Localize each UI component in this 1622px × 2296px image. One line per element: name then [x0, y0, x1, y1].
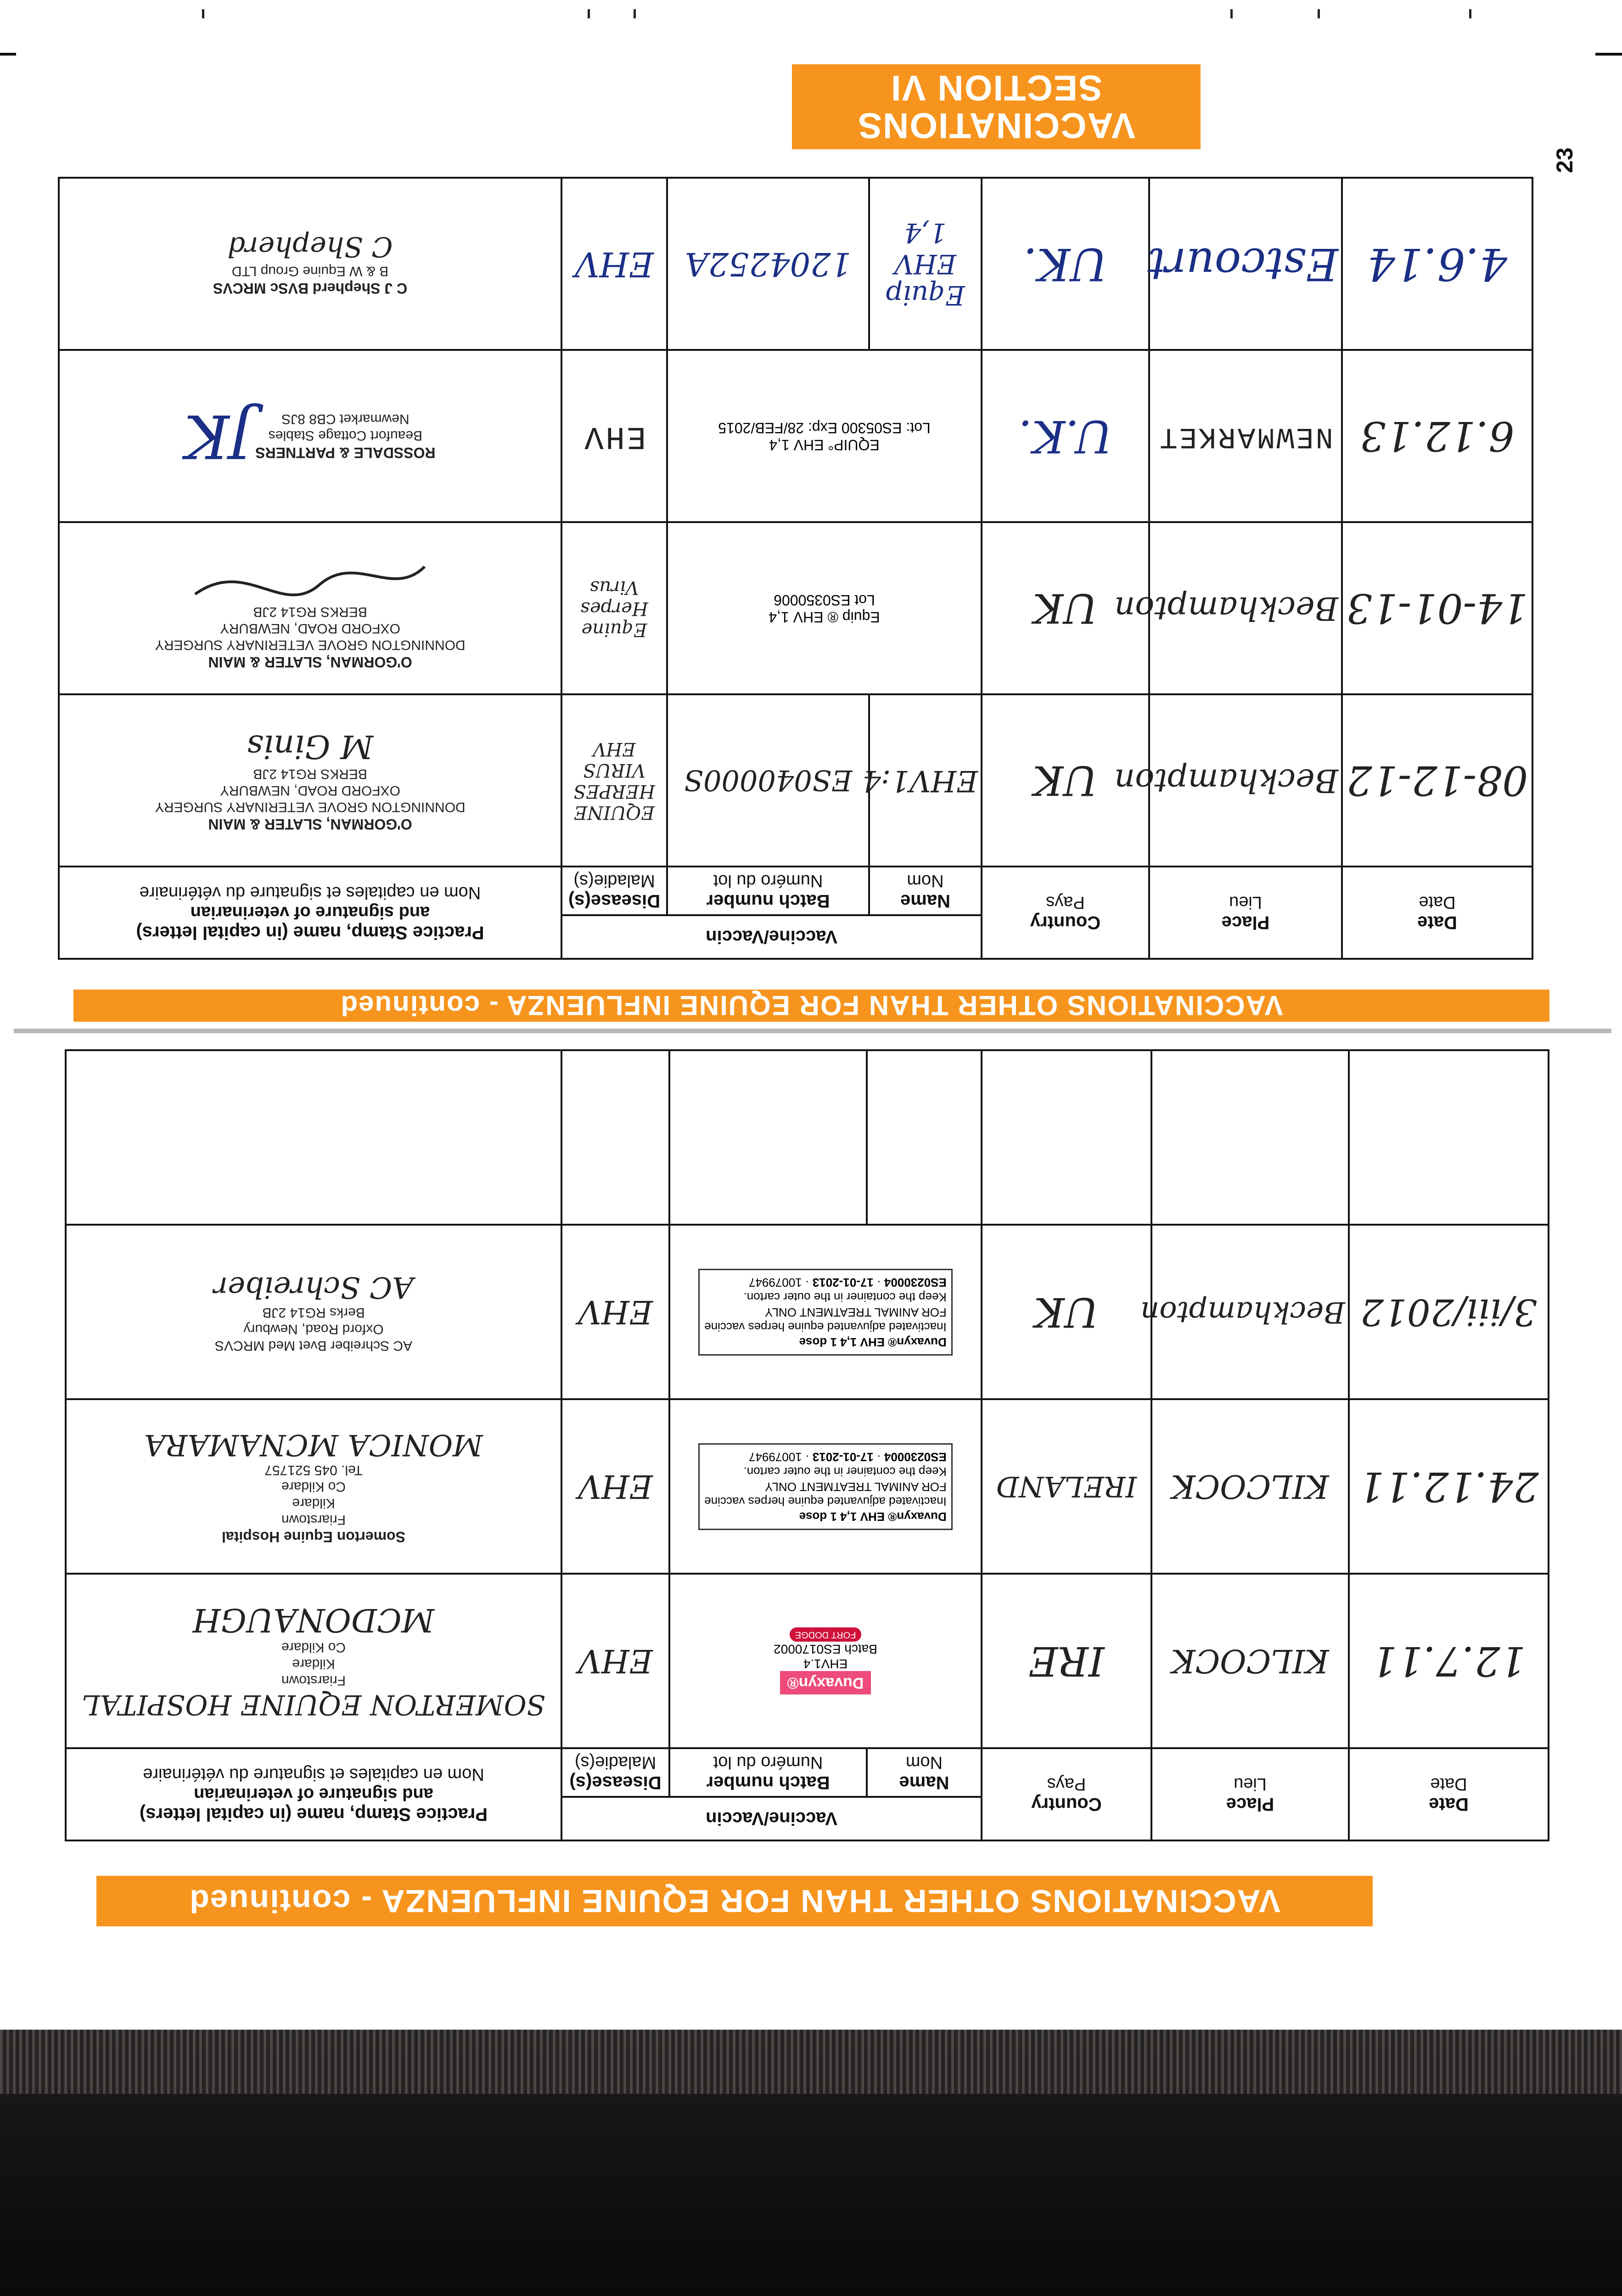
table-row [59, 522, 1532, 694]
cell-country: IRE [982, 1574, 1151, 1748]
practice-stamp: O'GORMAN, SLATER & MAIN DONNINGTON GROVE VETERINARY SURGERY OXFORD ROAD, NEWBURY BERKS RG14 2JB [155, 604, 466, 670]
vet-signature: AC Schreiber [213, 1270, 414, 1305]
cell-country: UK [982, 522, 1149, 694]
practice-stamp: O'GORMAN, SLATER & MAIN DONNINGTON GROVE VETERINARY SURGERY OXFORD ROAD, NEWBURY BERKS RG14 2JB [155, 766, 466, 833]
cell-date: 4.6.14 [1342, 178, 1532, 350]
vet-signature: MONICA MCNAMARA [144, 1427, 483, 1462]
cell-disease: EHV [561, 350, 667, 522]
vaccine-label-name: EHV1.4 [803, 1657, 848, 1671]
table-row [59, 694, 1532, 867]
cell-country: U.K. [982, 350, 1149, 522]
cell-practice [66, 1225, 561, 1399]
vet-signature: M Ginis [247, 728, 374, 766]
header-batch: Batch number Numéro du lot [667, 867, 869, 915]
vaccine-label-brand: Duvaxyn® [780, 1671, 871, 1694]
cell-disease: EHV [561, 1225, 669, 1399]
practice-stamp: Friarstown Kildare Co Kildare [281, 1640, 346, 1688]
bottom-vaccination-table [67, 1056, 1549, 1841]
table-row-empty [66, 1050, 1549, 1225]
cell-vaccine-label [669, 1574, 982, 1748]
cell-date: 6.12.13 [1342, 350, 1532, 522]
table-row [59, 178, 1532, 350]
cell-date: 08-12-12 [1342, 694, 1532, 867]
background-texture [0, 2030, 1622, 2094]
cell-practice [66, 1050, 561, 1225]
cell-practice [59, 178, 561, 350]
header-disease: Disease(s) Maladie(s) [561, 1748, 669, 1797]
cell-date: 24.12.11 [1349, 1399, 1549, 1574]
cell-practice [59, 350, 561, 522]
cell-place: Estcourt [1149, 178, 1342, 350]
cell-place: Beckhampton [1149, 522, 1342, 694]
section-banner [792, 64, 1201, 149]
batch-number: Lot ES0350006 [774, 591, 875, 608]
cell-vaccine-label [667, 522, 982, 694]
table-row [66, 1225, 1549, 1399]
cell-vaccine-label [669, 1225, 982, 1399]
header-batch: Batch number Numéro du lot [669, 1748, 867, 1797]
cell-batch: 1204252A [667, 178, 869, 350]
table-row [66, 1574, 1549, 1748]
header-disease: Disease(s) Maladie(s) [561, 867, 667, 915]
bottom-banner: VACCINATIONS OTHER THAN FOR EQUINE INFLUENZA - continued [96, 1876, 1373, 1926]
cell-batch [669, 1050, 867, 1225]
practice-stamp: Somerton Equine Hospital Friarstown Kildare Co Kildare Tel. 045 521757 [221, 1462, 405, 1545]
vaccine-label-batch: Batch ES0170002 [774, 1642, 877, 1657]
vet-signature: MCDONAUGH [192, 1601, 435, 1639]
cell-practice [59, 694, 561, 867]
section-banner-subtitle: SECTION VI [890, 68, 1103, 109]
cell-place: Beckhampton [1151, 1225, 1349, 1399]
cell-disease: EHV [561, 1574, 669, 1748]
cell-vaccine-label [667, 350, 982, 522]
cell-place: KILCOCK [1151, 1574, 1349, 1748]
cell-name [867, 1050, 982, 1225]
cell-place: Beckhampton [1149, 694, 1342, 867]
cell-country: UK [982, 694, 1149, 867]
top-vaccination-table [60, 184, 1533, 960]
header-name: Name Nom [869, 867, 982, 915]
practice-stamp: C J Shepherd BVSc MRCVS B & W Equine Group LTD [213, 264, 408, 297]
header-date: Date Date [1349, 1748, 1549, 1840]
vaccine-sticker: Duvaxyn® EHV 1,4 1 dose Inactivated adjuvanted equine herpes vaccine FOR ANIMAL TREATMENT ONLY Keep the container in the outer carton. ES0230004 · 17-01-2013 · 10079947 [698, 1269, 953, 1356]
cell-place: KILCOCK [1151, 1399, 1349, 1574]
cell-disease: Equine Herpes Virus [561, 522, 667, 694]
cell-country: UK [982, 1225, 1151, 1399]
middle-banner: VACCINATIONS OTHER THAN FOR EQUINE INFLUENZA - continued [73, 990, 1549, 1022]
cell-disease: EQUINE HERPES VIRUS EHV [561, 694, 667, 867]
header-country: Country Pays [982, 1748, 1151, 1840]
vaccine-name: Equip ® EHV 1,4 [769, 608, 880, 625]
batch-number: Lot: ES05300 Exp: 28/FEB/2015 [718, 419, 931, 436]
cell-date [1349, 1050, 1549, 1225]
vaccine-name: EQUIP° EHV 1,4 [769, 436, 880, 453]
cell-disease: EHV [561, 178, 667, 350]
vaccine-sticker: Duvaxyn® EHV 1,4 1 dose Inactivated adjuvanted equine herpes vaccine FOR ANIMAL TREATMENT ONLY Keep the container in the outer carton. ES0230004 · 17-01-2013 · 10079947 [698, 1443, 953, 1530]
cell-place [1151, 1050, 1349, 1225]
vet-stamp-handwritten: SOMERTON EQUINE HOSPITAL [82, 1688, 545, 1721]
header-name: Name Nom [867, 1748, 982, 1797]
page-number: 23 [1551, 147, 1577, 173]
cell-name: EHV1:4 [869, 694, 982, 867]
cell-practice [59, 522, 561, 694]
cell-vaccine-label [669, 1399, 982, 1574]
cell-country [982, 1050, 1151, 1225]
header-vaccine: Vaccine/Vaccin [561, 915, 982, 959]
header-practice: Practice Stamp, name (in capital letters) and signature of veterinarian Nom en capitales et signature du vétérinaire [66, 1748, 561, 1840]
header-place: Place Lieu [1149, 867, 1342, 959]
cell-country: IRELAND [982, 1399, 1151, 1574]
vet-signature: C Shepherd [227, 231, 393, 263]
header-vaccine: Vaccine/Vaccin [561, 1797, 982, 1840]
cell-practice [66, 1399, 561, 1574]
table-row [66, 1399, 1549, 1574]
cell-name: Equip EHV 1,4 [869, 178, 982, 350]
vaccine-label-maker: FORT DODGE [790, 1627, 862, 1642]
cell-date: 12.7.11 [1349, 1574, 1549, 1748]
page-fold-divider [14, 1029, 1611, 1033]
vet-signature-scribble [191, 548, 429, 603]
header-date: Date Date [1342, 867, 1532, 959]
table-row [59, 350, 1532, 522]
header-practice: Practice Stamp, name (in capital letters) and signature of veterinarian Nom en capitales et signature du vétérinaire [59, 867, 561, 959]
section-banner-title: VACCINATIONS [857, 106, 1136, 146]
cell-disease [561, 1050, 669, 1225]
cell-place: NEWMARKET [1149, 350, 1342, 522]
header-place: Place Lieu [1151, 1748, 1349, 1840]
cell-batch: ES040000S [667, 694, 869, 867]
background-surface [0, 2030, 1622, 2296]
cell-practice [66, 1574, 561, 1748]
header-country: Country Pays [982, 867, 1149, 959]
cell-country: UK. [982, 178, 1149, 350]
practice-stamp: AC Schreiber Bvet Med MRCVS Oxford Road, Newbury Berks RG14 2JB [214, 1305, 413, 1354]
cell-date: 3/iii/2012 [1349, 1225, 1549, 1399]
vet-signature: JK [185, 401, 253, 471]
cell-disease: EHV [561, 1399, 669, 1574]
cell-date: 14-01-13 [1342, 522, 1532, 694]
practice-stamp: ROSSDALE & PARTNERS Beaufort Cottage Stables Newmarket CB8 8JS [255, 411, 436, 461]
